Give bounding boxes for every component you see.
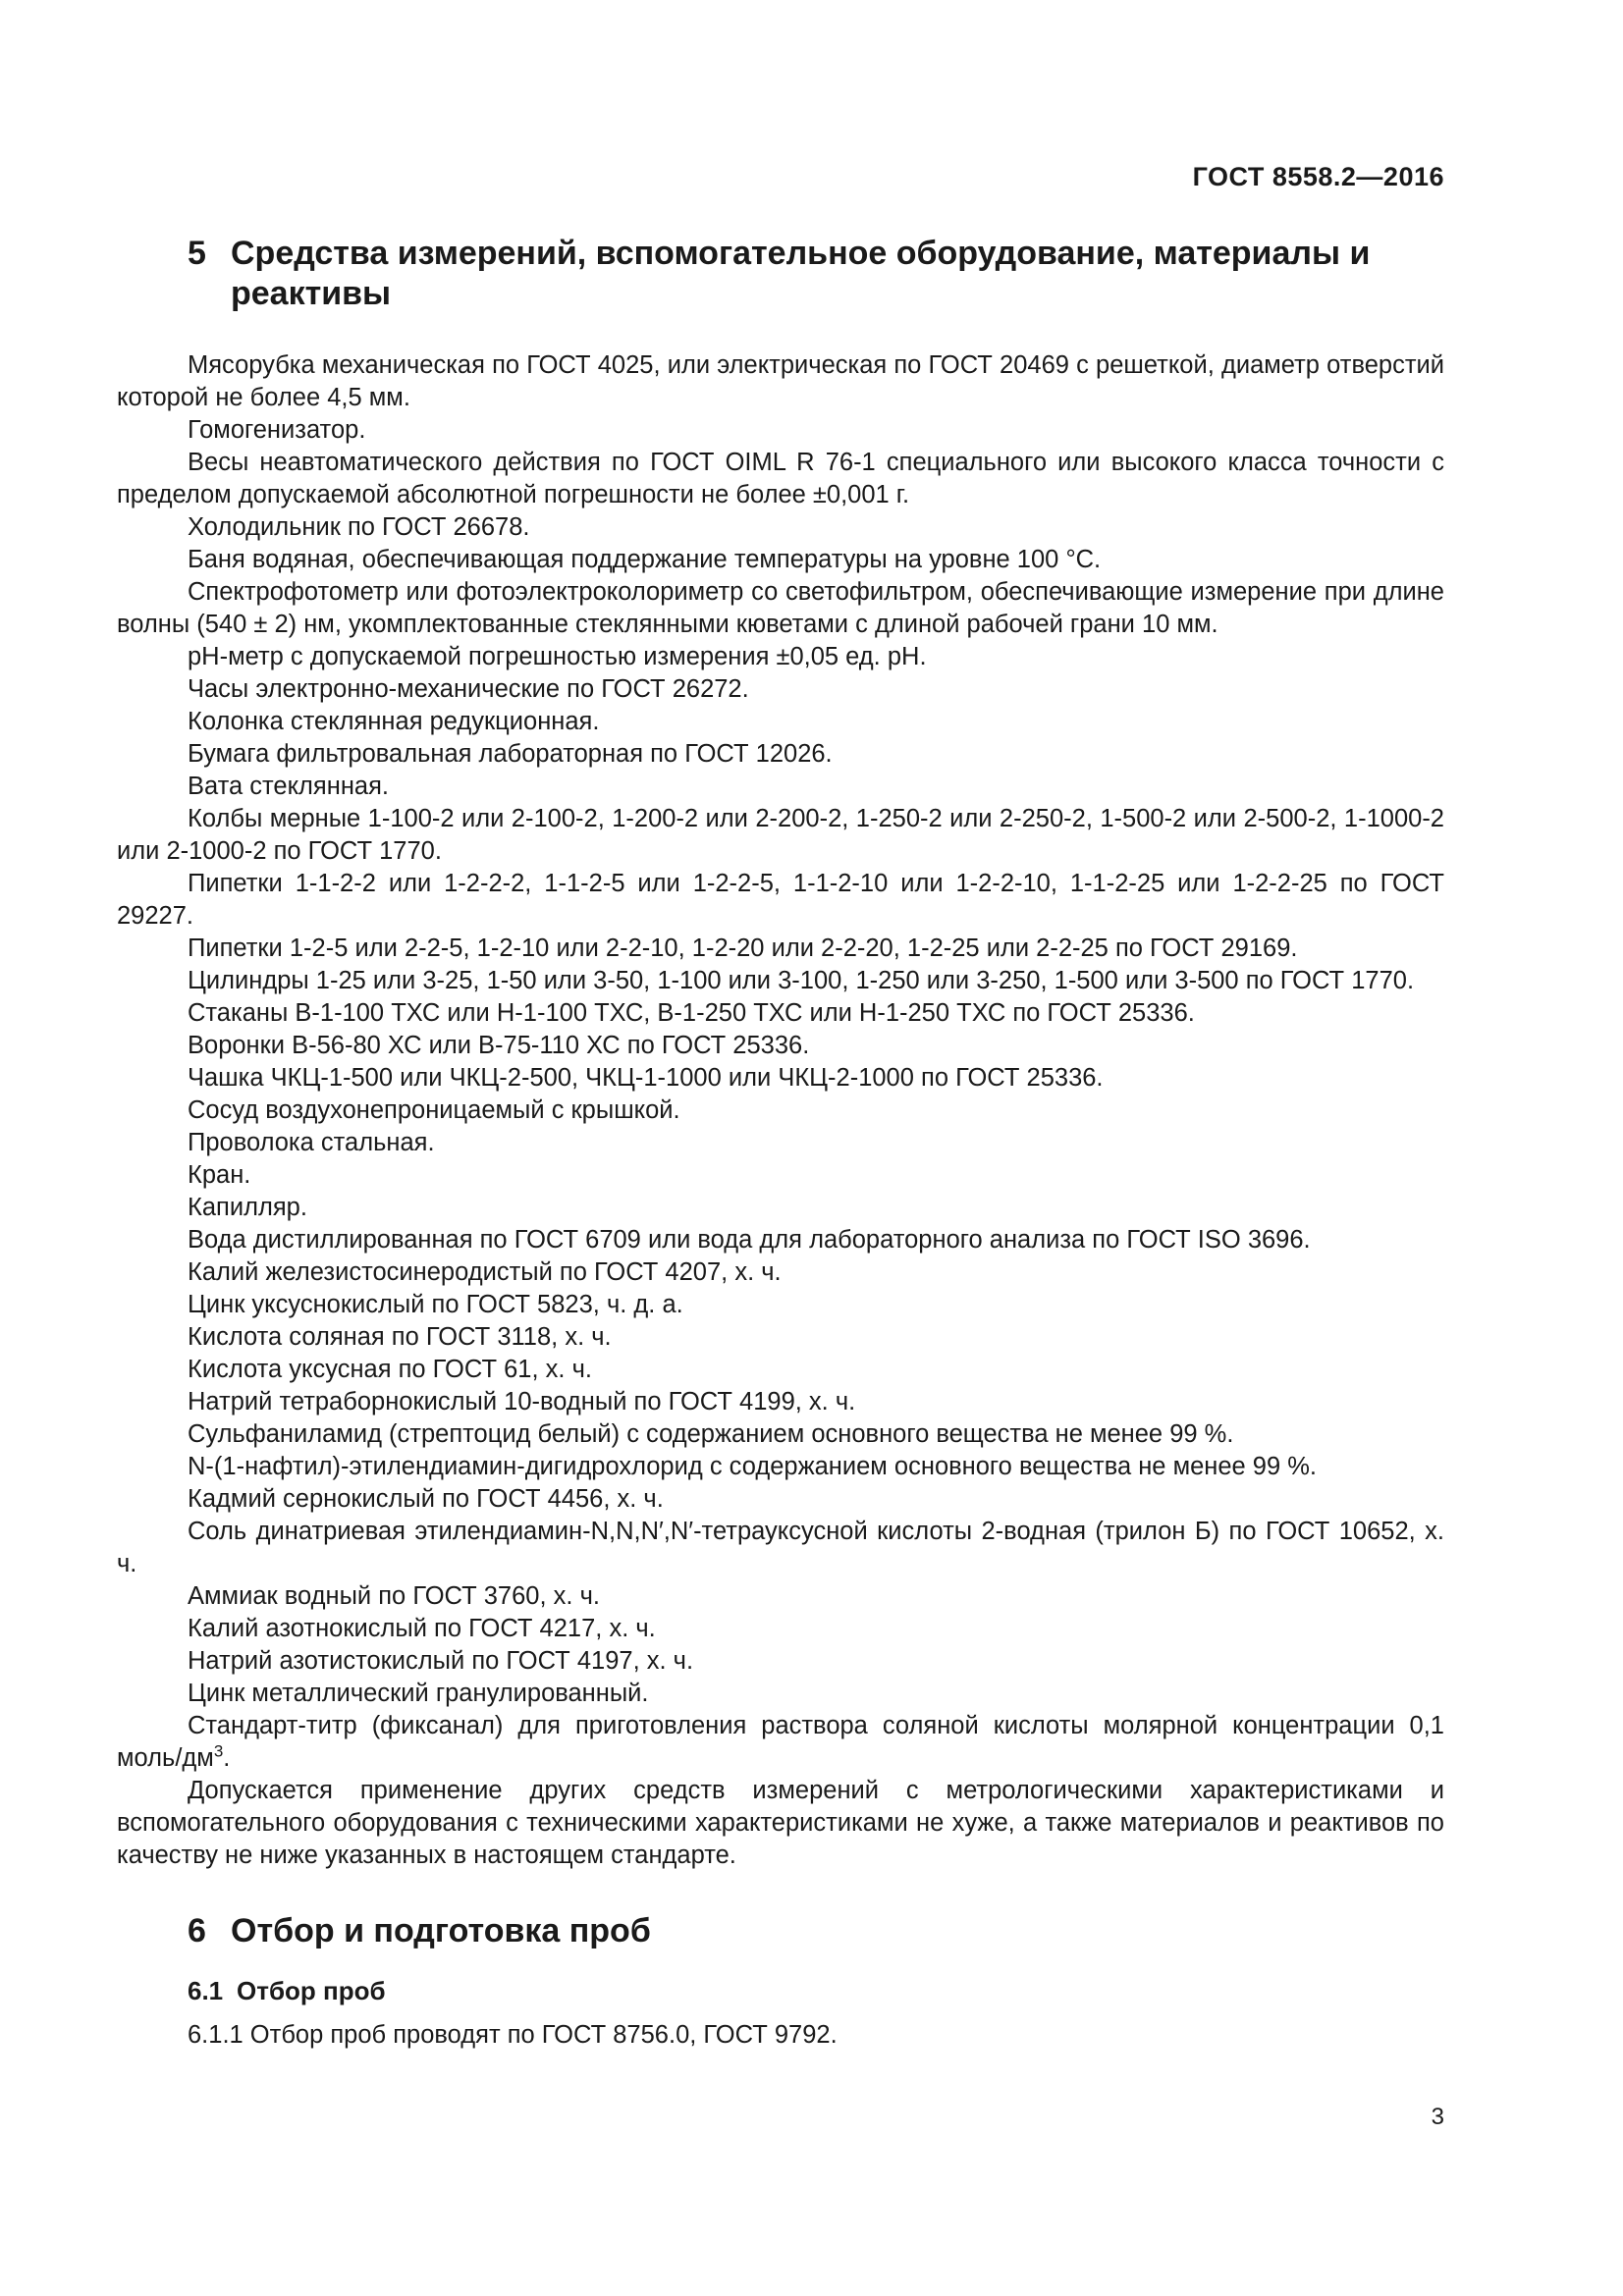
clause-6-1-1: 6.1.1 Отбор проб проводят по ГОСТ 8756.0, ГОСТ 9792. [188,2021,838,2049]
item-paragraph: pH-метр с допускаемой погрешностью измерения ±0,05 ед. pH. [188,643,927,670]
item-paragraph: Пипетки 1-1-2-2 или 1-2-2-2, 1-1-2-5 или 1-2-2-5, 1-1-2-10 или 1-2-2-10, 1-1-2-25 или 1-2-2-25 по ГОСТ 29227. [117,870,1444,930]
section-5-title: Средства измерений, вспомогательное оборудование, материалы и реактивы [231,235,1371,312]
item-paragraph: Калий азотнокислый по ГОСТ 4217, х. ч. [188,1615,656,1642]
item-paragraph: Баня водяная, обеспечивающая поддержание температуры на уровне 100 °С. [188,546,1102,573]
section-6-number: 6 [188,1912,206,1949]
item-paragraph: Мясорубка механическая по ГОСТ 4025, или электрическая по ГОСТ 20469 с решеткой, диаметр отверстий которой не более 4,5 мм. [117,351,1444,411]
item-paragraph: Натрий азотистокислый по ГОСТ 4197, х. ч. [188,1647,694,1675]
item-paragraph: Колбы мерные 1-100-2 или 2-100-2, 1-200-2 или 2-200-2, 1-250-2 или 2-250-2, 1-500-2 или 2-500-2, 1-1000-2 или 2-1000-2 по ГОСТ 1770. [117,805,1444,865]
page-content [117,234,1444,2052]
item-paragraph: Часы электронно-механические по ГОСТ 26272. [188,675,749,703]
item-paragraph: Цинк уксуснокислый по ГОСТ 5823, ч. д. а. [188,1291,683,1318]
item-paragraph: Натрий тетраборнокислый 10-водный по ГОСТ 4199, х. ч. [188,1388,856,1415]
page-number: 3 [1431,2104,1444,2130]
item-paragraph: Пипетки 1-2-5 или 2-2-5, 1-2-10 или 2-2-10, 1-2-20 или 2-2-20, 1-2-25 или 2-2-25 по ГОСТ 29169. [188,934,1298,962]
item-paragraph: Кислота уксусная по ГОСТ 61, х. ч. [188,1356,592,1383]
item-paragraph: Воронки В-56-80 ХС или В-75-110 ХС по ГОСТ 25336. [188,1032,810,1059]
section-5-heading [188,234,1444,314]
item-paragraph: Аммиак водный по ГОСТ 3760, х. ч. [188,1582,600,1610]
item-paragraph: Вата стеклянная. [188,773,389,800]
item-paragraph: Вода дистиллированная по ГОСТ 6709 или вода для лабораторного анализа по ГОСТ ISO 3696. [188,1226,1311,1254]
item-paragraph: Соль динатриевая этилендиамин-N,N,N′,N′-тетрауксусной кислоты 2-водная (трилон Б) по ГОСТ 10652, х. ч. [117,1518,1444,1577]
item-paragraph: N-(1-нафтил)-этилендиамин-дигидрохлорид с содержанием основного вещества не менее 99 %. [188,1453,1318,1480]
section-6-heading [188,1911,1444,1951]
subsection-6-1-heading [188,1975,1444,2007]
item-paragraph: Калий железистосинеродистый по ГОСТ 4207, х. ч. [188,1258,782,1286]
item-paragraph: Сосуд воздухонепроницаемый с крышкой. [188,1096,680,1124]
item-paragraph: Цинк металлический гранулированный. [188,1680,649,1707]
item-paragraph: Гомогенизатор. [188,416,366,444]
item-paragraph: Весы неавтоматического действия по ГОСТ OIML R 76-1 специального или высокого класса точности с пределом допускаемой абсолютной погрешности не более ±0,001 г. [117,449,1444,508]
section-5-number: 5 [188,235,206,272]
standard-titr-paragraph [117,1710,1444,1775]
item-paragraph: Бумага фильтровальная лабораторная по ГОСТ 12026. [188,740,833,768]
subsection-6-1-number: 6.1 [188,1976,224,2005]
item-paragraph: Чашка ЧКЦ-1-500 или ЧКЦ-2-500, ЧКЦ-1-1000 или ЧКЦ-2-1000 по ГОСТ 25336. [188,1064,1104,1092]
item-paragraph: Капилляр. [188,1194,307,1221]
document-code: ГОСТ 8558.2—2016 [1192,162,1444,191]
item-paragraph: Сульфаниламид (стрептоцид белый) с содержанием основного вещества не менее 99 %. [188,1420,1234,1448]
substitution-note: Допускается применение других средств измерений с метрологическими характеристиками и вспомогательного оборудования с техническими характеристиками не хуже, а также материалов и реактивов по качеству не ниже указанных в настоящем стандарте. [117,1777,1444,1869]
subsection-6-1-title: Отбор проб [237,1976,386,2005]
item-paragraph: Проволока стальная. [188,1129,435,1156]
item-paragraph: Цилиндры 1-25 или 3-25, 1-50 или 3-50, 1-100 или 3-100, 1-250 или 3-250, 1-500 или 3-500 по ГОСТ 1770. [188,967,1415,994]
standard-titr-text: Стандарт-титр (фиксанал) для приготовления раствора соляной кислоты молярной концентрации 0,1 моль/дм [117,1712,1444,1772]
item-paragraph: Холодильник по ГОСТ 26678. [188,513,530,541]
item-paragraph: Спектрофотометр или фотоэлектроколориметр со светофильтром, обеспечивающие измерение при длине волны (540 ± 2) нм, укомплектованные стеклянными кюветами с длиной рабочей грани 10 мм. [117,578,1444,638]
section-5-items [117,349,1444,1872]
unit-exponent: 3 [213,1741,224,1761]
item-paragraph: Колонка стеклянная редукционная. [188,708,600,735]
section-6-title: Отбор и подготовка проб [231,1912,651,1949]
item-paragraph: Стаканы В-1-100 ТХС или Н-1-100 ТХС, В-1-250 ТХС или Н-1-250 ТХС по ГОСТ 25336. [188,999,1195,1027]
item-paragraph: Кислота соляная по ГОСТ 3118, х. ч. [188,1323,612,1351]
standard-titr-end: . [223,1744,231,1772]
item-paragraph: Кран. [188,1161,251,1189]
item-paragraph: Кадмий сернокислый по ГОСТ 4456, х. ч. [188,1485,664,1513]
